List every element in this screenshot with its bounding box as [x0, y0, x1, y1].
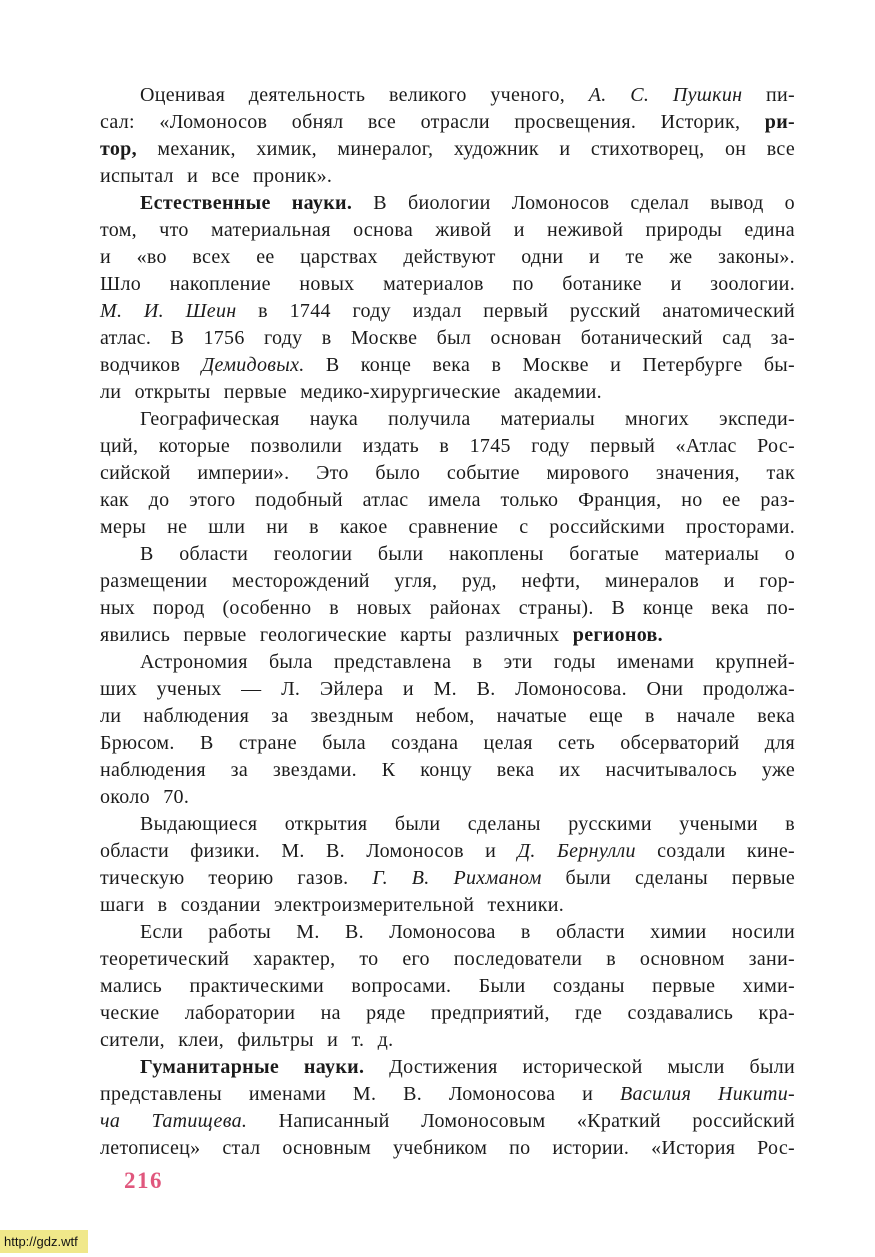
text-segment: теоретический характер, то его последователи в основном зани-: [100, 948, 795, 970]
text-line: [100, 406, 795, 433]
text-line: [100, 757, 795, 784]
text-line: [100, 919, 795, 946]
text-line: [100, 433, 795, 460]
text-segment: Гуманитарные науки.: [140, 1056, 365, 1078]
text-segment: сийской империи». Это было событие мирового значения, так: [100, 462, 795, 484]
text-segment: летописец» стал основным учебником по истории. «История Рос-: [100, 1137, 795, 1159]
text-line: [100, 514, 795, 541]
text-segment: Шло накопление новых материалов по ботанике и зоологии.: [100, 273, 795, 295]
text-line: [100, 1054, 795, 1081]
text-segment: ших ученых — Л. Эйлера и М. В. Ломоносова. Они продолжа-: [100, 678, 795, 700]
text-segment: в 1744 году издал первый русский анатомический: [236, 300, 796, 322]
text-segment: как до этого подобный атлас имела только Франция, но ее раз-: [100, 489, 795, 511]
text-segment: атлас. В 1756 году в Москве был основан ботанический сад за-: [100, 327, 795, 349]
text-segment: Оценивая деятельность великого ученого,: [140, 84, 589, 106]
text-segment: ческие лаборатории на ряде предприятий, где создавались кра-: [100, 1002, 795, 1024]
text-line: [100, 811, 795, 838]
text-segment: ли наблюдения за звездным небом, начатые еще в начале века: [100, 705, 795, 727]
text-line: [100, 730, 795, 757]
text-line: [100, 271, 795, 298]
paragraph: [100, 811, 795, 919]
text-line: [100, 946, 795, 973]
text-line: [100, 487, 795, 514]
text-segment: и «во всех ее царствах действуют одни и те же законы».: [100, 246, 795, 268]
text-line: [100, 973, 795, 1000]
text-line: [100, 784, 795, 811]
text-segment: Г. В. Рихманом: [372, 867, 542, 889]
text-segment: механик, химик, минералог, художник и стихотворец, он все: [136, 138, 795, 160]
text-line: [100, 622, 795, 649]
text-line: [100, 676, 795, 703]
text-line: [100, 136, 795, 163]
text-segment: шаги в создании электроизмерительной техники.: [100, 894, 565, 916]
text-segment: области физики. М. В. Ломоносов и: [100, 840, 518, 862]
paragraph: [100, 919, 795, 1054]
text-segment: ций, которые позволили издать в 1745 году первый «Атлас Рос-: [100, 435, 795, 457]
watermark-url: http://gdz.wtf: [0, 1230, 88, 1253]
text-segment: Астрономия была представлена в эти годы именами крупней-: [140, 651, 795, 673]
text-line: [100, 325, 795, 352]
text-segment: Д. Бернулли: [517, 840, 636, 862]
text-segment: явились первые геологические карты различных: [100, 624, 573, 646]
text-line: [100, 379, 795, 406]
text-segment: том, что материальная основа живой и неживой природы едина: [100, 219, 795, 241]
paragraph: [100, 406, 795, 541]
text-segment: тор,: [100, 138, 137, 160]
text-line: [100, 298, 795, 325]
text-segment: регионов.: [572, 624, 663, 646]
paragraph: [100, 541, 795, 649]
text-segment: Демидовых.: [201, 354, 305, 376]
text-segment: Естественные науки.: [140, 192, 353, 214]
text-line: [100, 892, 795, 919]
text-segment: ных пород (особенно в новых районах страны). В конце века по-: [100, 597, 795, 619]
page-text: [100, 82, 795, 1162]
text-line: [100, 703, 795, 730]
text-segment: В области геологии были накоплены богатые материалы о: [140, 543, 795, 565]
text-line: [100, 217, 795, 244]
text-segment: В конце века в Москве и Петербурге бы-: [304, 354, 796, 376]
text-line: [100, 82, 795, 109]
text-segment: представлены именами М. В. Ломоносова и: [100, 1083, 620, 1105]
text-segment: размещении месторождений угля, руд, нефти, минералов и гор-: [100, 570, 795, 592]
text-segment: сал: «Ломоносов обнял все отрасли просвещения. Историк,: [100, 111, 765, 133]
text-line: [100, 649, 795, 676]
text-line: [100, 865, 795, 892]
text-line: [100, 1027, 795, 1054]
text-line: [100, 460, 795, 487]
text-line: [100, 541, 795, 568]
paragraph: [100, 1054, 795, 1162]
text-segment: Написанный Ломоносовым «Краткий российский: [247, 1110, 795, 1132]
text-line: [100, 1108, 795, 1135]
text-segment: мались практическими вопросами. Были созданы первые хими-: [100, 975, 795, 997]
text-line: [100, 1081, 795, 1108]
text-line: [100, 1135, 795, 1162]
text-segment: М. И. Шеин: [100, 300, 237, 322]
text-line: [100, 1000, 795, 1027]
text-segment: Достижения исторической мысли были: [364, 1056, 795, 1078]
text-segment: создали кине-: [635, 840, 795, 862]
text-segment: Василия Никити-: [619, 1083, 795, 1105]
page-number: 216: [124, 1168, 163, 1193]
text-segment: меры не шли ни в какое сравнение с российскими просторами.: [100, 516, 795, 538]
paragraph: [100, 82, 795, 190]
text-segment: Если работы М. В. Ломоносова в области химии носили: [140, 921, 795, 943]
text-line: [100, 352, 795, 379]
text-segment: ри-: [764, 111, 795, 133]
text-segment: Выдающиеся открытия были сделаны русскими учеными в: [140, 813, 795, 835]
text-segment: Географическая наука получила материалы многих экспеди-: [140, 408, 795, 430]
text-segment: Брюсом. В стране была создана целая сеть обсерваторий для: [100, 732, 795, 754]
text-line: [100, 109, 795, 136]
text-line: [100, 244, 795, 271]
text-segment: водчиков: [100, 354, 202, 376]
text-segment: В биологии Ломоносов сделал вывод о: [352, 192, 795, 214]
text-segment: испытал и все проник».: [100, 165, 333, 187]
text-segment: пи-: [742, 84, 795, 106]
text-line: [100, 190, 795, 217]
text-line: [100, 595, 795, 622]
text-segment: тическую теорию газов.: [100, 867, 373, 889]
text-segment: сители, клеи, фильтры и т. д.: [100, 1029, 394, 1051]
text-segment: были сделаны первые: [541, 867, 795, 889]
text-segment: около 70.: [100, 786, 190, 808]
text-line: [100, 568, 795, 595]
text-line: [100, 838, 795, 865]
text-segment: наблюдения за звездами. К концу века их насчитывалось уже: [100, 759, 795, 781]
text-line: [100, 163, 795, 190]
text-segment: ли открыты первые медико-хирургические академии.: [100, 381, 602, 403]
paragraph: [100, 649, 795, 811]
paragraph: [100, 190, 795, 406]
text-segment: А. С. Пушкин: [588, 84, 743, 106]
text-segment: ча Татищева.: [100, 1110, 248, 1132]
